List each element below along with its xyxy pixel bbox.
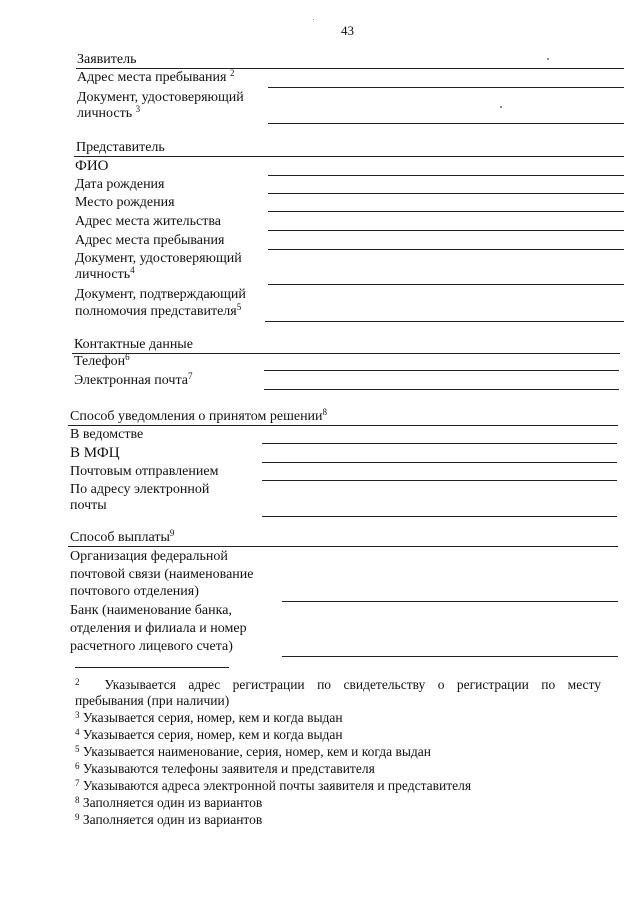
footnote-6: $^6$ Указываются телефоны заявителя и представителя bbox=[75, 761, 375, 776]
footnote-separator bbox=[75, 667, 229, 668]
field-label: почты bbox=[70, 498, 107, 513]
fill-line[interactable] bbox=[268, 230, 624, 231]
fill-line[interactable] bbox=[282, 656, 618, 657]
field-label: Дата рождения bbox=[75, 177, 165, 192]
section-heading-contacts: Контактные данные bbox=[74, 337, 193, 352]
field-label: Документ, подтверждающий bbox=[75, 287, 246, 302]
field-label: отделения и филиала и номер bbox=[70, 621, 247, 636]
footnote-7: $^7$ Указываются адреса электронной почты заявителя и представителя bbox=[75, 778, 472, 793]
scan-speck bbox=[547, 58, 549, 60]
field-label: полномочия представителя$^5$ bbox=[75, 302, 242, 319]
fill-line[interactable] bbox=[265, 321, 624, 322]
scan-speck bbox=[500, 106, 502, 108]
scan-speck bbox=[313, 19, 314, 20]
field-label: Адрес места жительства bbox=[75, 214, 221, 229]
field-label: По адресу электронной bbox=[70, 482, 210, 497]
footnote-9: $^9$ Заполняется один из вариантов bbox=[75, 812, 263, 827]
fill-line[interactable] bbox=[262, 480, 617, 481]
fill-line[interactable] bbox=[268, 123, 624, 124]
fill-line[interactable] bbox=[262, 443, 617, 444]
field-label: Организация федеральной bbox=[70, 549, 228, 564]
section-heading-applicant: Заявитель bbox=[77, 52, 137, 67]
fill-line[interactable] bbox=[268, 193, 624, 194]
footnote-4: $^4$ Указывается серия, номер, кем и когда выдан bbox=[75, 727, 343, 742]
fill-line[interactable] bbox=[268, 175, 624, 176]
section-divider bbox=[76, 68, 624, 69]
field-label: Электронная почта$^7$ bbox=[74, 371, 193, 388]
section-divider bbox=[68, 546, 618, 547]
section-divider bbox=[72, 353, 620, 354]
field-label: Документ, удостоверяющий bbox=[77, 90, 244, 105]
section-heading-notification: Способ уведомления о принятом решении$^8$ bbox=[70, 407, 328, 424]
fill-line[interactable] bbox=[264, 370, 619, 371]
section-divider bbox=[68, 425, 618, 426]
footnote-3: $^3$ Указывается серия, номер, кем и когда выдан bbox=[75, 710, 343, 725]
field-label: Почтовым отправлением bbox=[70, 464, 219, 479]
section-divider bbox=[74, 156, 624, 157]
fill-line[interactable] bbox=[282, 601, 618, 602]
fill-line[interactable] bbox=[268, 87, 624, 88]
field-label: личность$^4$ bbox=[75, 265, 135, 282]
field-label: ФИО bbox=[75, 158, 109, 174]
field-label: Банк (наименование банка, bbox=[70, 603, 232, 618]
field-label: личность $^3$ bbox=[77, 104, 141, 121]
field-label: расчетного лицевого счета) bbox=[70, 639, 233, 654]
footnote-2-cont: пребывания (при наличии) bbox=[75, 693, 230, 708]
fill-line[interactable] bbox=[262, 462, 617, 463]
footnote-5: $^5$ Указывается наименование, серия, номер, кем и когда выдан bbox=[75, 744, 431, 759]
footnote-8: $^8$ Заполняется один из вариантов bbox=[75, 795, 263, 810]
fill-line[interactable] bbox=[268, 284, 624, 285]
field-label: Адрес места пребывания $^2$ bbox=[77, 68, 235, 85]
section-heading-representative: Представитель bbox=[76, 140, 165, 155]
field-label: Место рождения bbox=[75, 195, 175, 210]
section-heading-payment: Способ выплаты$^9$ bbox=[70, 528, 175, 545]
fill-line[interactable] bbox=[268, 211, 624, 212]
field-label: Адрес места пребывания bbox=[75, 233, 225, 248]
field-label: Телефон$^6$ bbox=[74, 352, 130, 369]
fill-line[interactable] bbox=[264, 389, 619, 390]
footnote-2: $^2$ Указывается адрес регистрации по свидетельству о регистрации по месту bbox=[75, 677, 601, 692]
page-number: 43 bbox=[341, 23, 354, 38]
field-label: В ведомстве bbox=[70, 427, 144, 442]
fill-line[interactable] bbox=[262, 516, 617, 517]
field-label: В МФЦ bbox=[70, 445, 120, 461]
field-label: почтовой связи (наименование bbox=[70, 567, 254, 582]
fill-line[interactable] bbox=[268, 249, 624, 250]
field-label: Документ, удостоверяющий bbox=[75, 251, 242, 266]
field-label: почтового отделения) bbox=[70, 584, 199, 599]
